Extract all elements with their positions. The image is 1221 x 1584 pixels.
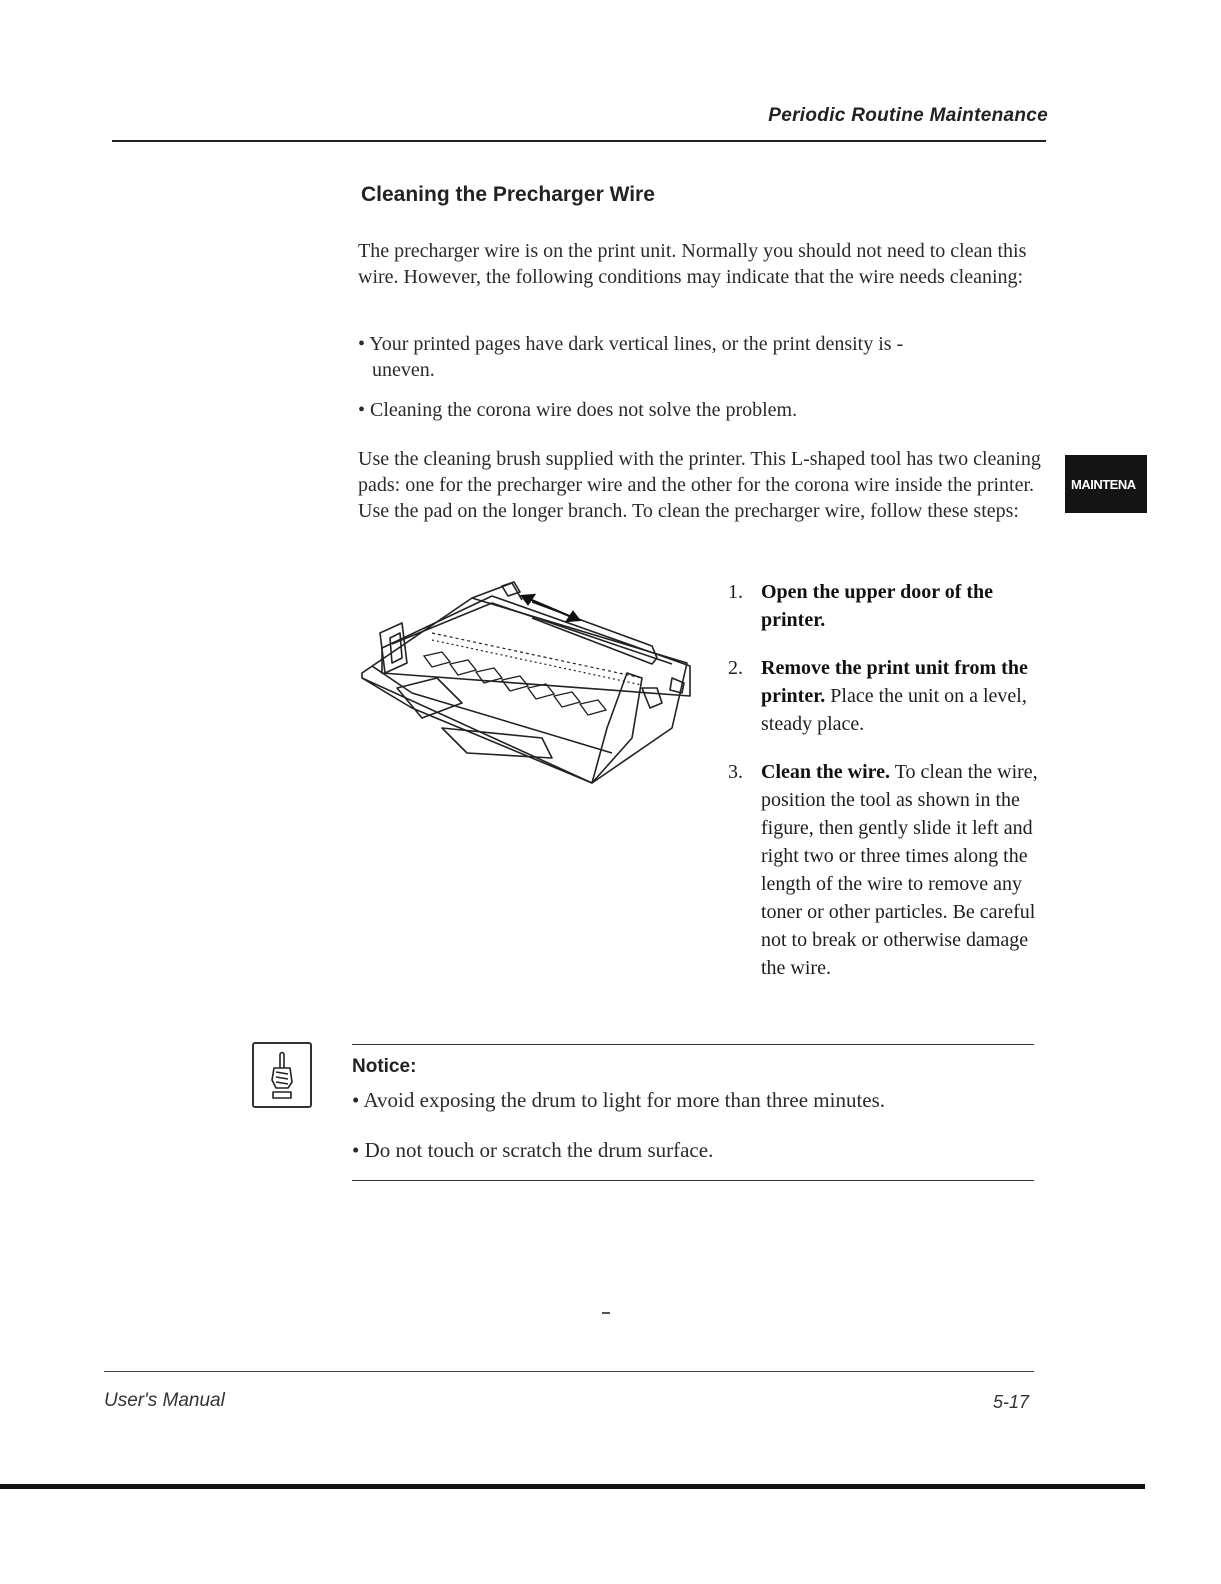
step-item — [728, 758, 1048, 982]
page-number: 5-17 — [993, 1392, 1030, 1412]
stray-mark — [602, 1312, 610, 1314]
header-rule — [112, 140, 1046, 142]
chapter-tab: MAINTENA — [1065, 455, 1147, 513]
step-text: Place the unit on a level, steady place. — [761, 685, 1027, 735]
condition-bullet — [358, 397, 1018, 423]
step-heading: Remove the print unit from the printer. — [761, 657, 1028, 707]
step-body — [761, 654, 1046, 738]
notice-top-rule — [352, 1044, 1034, 1045]
step-number: 2. — [728, 657, 743, 679]
step-number: 1. — [728, 581, 743, 603]
step-item — [728, 578, 1048, 634]
condition-text-continued: uneven. — [372, 359, 435, 381]
running-header: Periodic Routine Maintenance — [768, 105, 1048, 126]
step-body — [761, 758, 1046, 982]
intro-paragraph: The precharger wire is on the print unit. Normally you should not need to clean this wire. However, the following conditions may indicate that the wire needs cleaning: — [358, 240, 1027, 288]
footer-rule — [104, 1371, 1034, 1372]
step-heading: Open the upper door of the printer. — [761, 581, 994, 631]
step-item — [728, 654, 1048, 738]
notice-bottom-rule — [352, 1180, 1034, 1181]
notice-label: Notice: — [352, 1056, 417, 1077]
footer-manual-title: User's Manual — [104, 1390, 225, 1411]
condition-text: • Cleaning the corona wire does not solve the problem. — [358, 399, 798, 421]
steps-list — [728, 578, 1048, 1002]
step-heading: Clean the wire. — [761, 761, 891, 783]
condition-text: • Your printed pages have dark vertical lines, or the print density is - — [358, 333, 904, 355]
section-title: Cleaning the Precharger Wire — [361, 183, 655, 206]
print-unit-illustration — [352, 578, 692, 793]
notice-item: • Avoid exposing the drum to light for more than three minutes. — [352, 1088, 886, 1112]
instructions-paragraph: Use the cleaning brush supplied with the printer. This L-shaped tool has two cleaning pads: one for the precharger wire and the other for the corona wire inside the printer. Use the pad on the longer branch. To clean the precharger wire, follow these steps: — [358, 448, 1041, 522]
pointing-hand-icon — [252, 1042, 312, 1108]
step-number: 3. — [728, 761, 743, 783]
step-text: To clean the wire, position the tool as shown in the figure, then gently slide it left and right two or three times along the length of the wire to remove any toner or other particles. Be careful not to break or otherwise damage the wire. — [761, 761, 1038, 979]
condition-bullet — [358, 331, 1018, 383]
bottom-scan-edge — [0, 1484, 1145, 1489]
notice-item: • Do not touch or scratch the drum surface. — [352, 1138, 714, 1162]
step-body — [761, 578, 1046, 634]
